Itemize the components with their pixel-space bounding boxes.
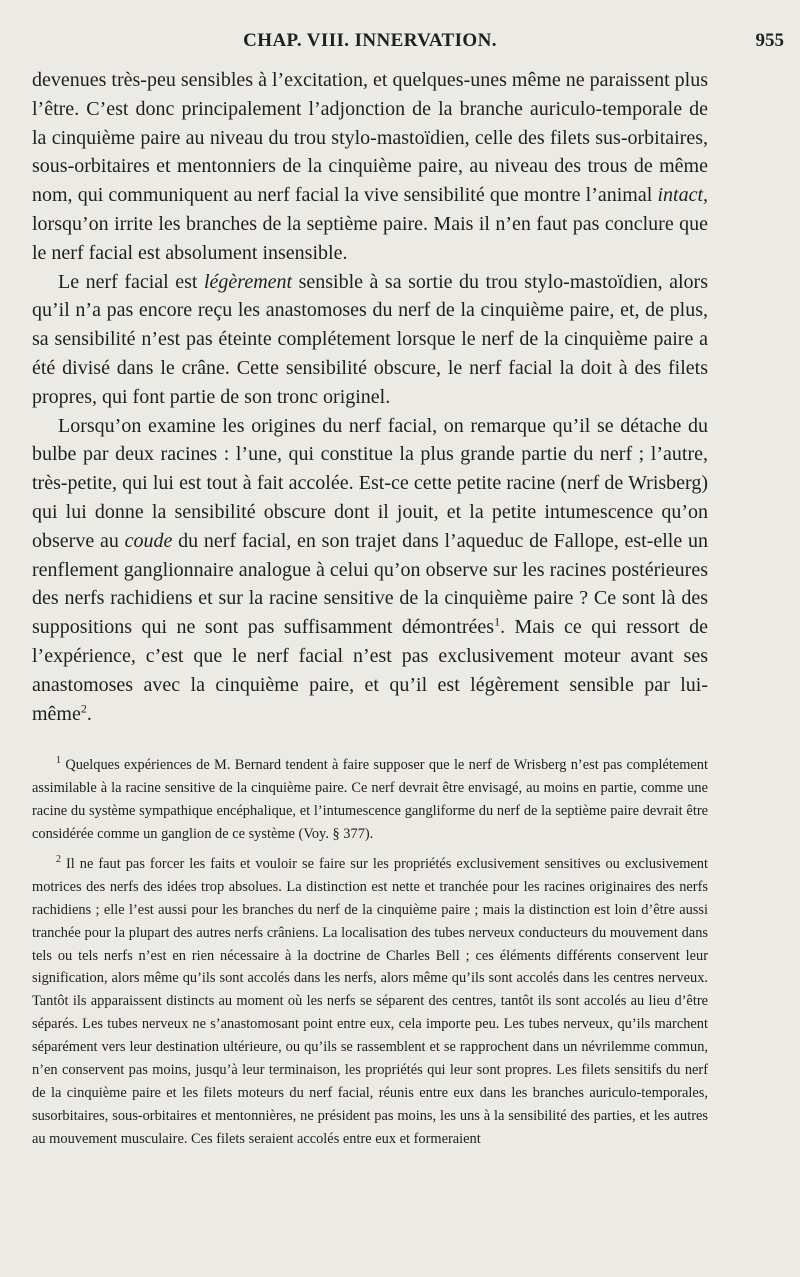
paragraph-3-before: Lorsqu’on examine les origines du nerf facial, on remarque qu’il se détache du bulbe par deux racines : l’une, qui constitue la plus grande partie du nerf ; l’autre, très-petite, qui lui est tout à fait accolée. Est-ce cette petite racine (nerf de Wrisberg) qui lui donne la sensibilité obscure dont il jouit, et la petite intumescence qu’on observe au [32,414,708,552]
paragraph-3-end: . [86,702,92,725]
paragraph-2 [32,268,708,412]
footnote-2 [32,853,708,1151]
paragraph-1 [32,66,708,268]
paragraph-1-after: lorsqu’on irrite les branches de la septième paire. Mais il n’en faut pas conclure que le nerf facial est absolument insensible. [32,212,708,264]
footnote-2-mark: 2 [56,854,61,866]
footnotes [32,754,708,1150]
footnote-1-text: Quelques expériences de M. Bernard tendent à faire supposer que le nerf de Wrisberg n’est pas complétement assimilable à la racine sensitive de la cinquième paire. Ce nerf devrait être envisagé, au moins en partie, comme une racine du système sympathique encéphalique, et l’intumescence gangliforme du nerf de la septième paire devrait être considérée comme un ganglion de ce système (Voy. § 377). [32,757,708,843]
footnote-1-mark: 1 [56,755,61,767]
footnote-1 [32,754,708,846]
paragraph-1-italic: intact, [657,184,708,207]
paragraph-1-text: devenues très-peu sensibles à l’excitation, et quelques-unes même ne paraissent plus l’être. C’est donc principalement l’adjonction de la branche auriculo-temporale de la cinquième paire au niveau du trou stylo-mastoïdien, celle des filets sus-orbitaires, sous-orbitaires et mentonniers de la cinquième paire, au niveau des trous de même nom, qui communiquent au nerf facial la vive sensibilité que montre l’animal [32,69,708,207]
footnote-2-text: Il ne faut pas forcer les faits et vouloir se faire sur les propriétés exclusivement sensitives ou exclusivement motrices des nerfs des idées trop absolues. La distinction est nette et tranchée pour les racines originaires des nerfs rachidiens ; elle l’est aussi pour les branches du nerf de la cinquième paire ; mais la distinction est loin d’être aussi tranchée pour la plupart des autres nerfs crâniens. La localisation des tubes nerveux conducteurs du mouvement dans tels ou tels nerfs n’est en rien nécessaire à la doctrine de Charles Bell ; ces éléments différents conservent leur signification, alors même qu’ils sont accolés dans les nerfs, alors même qu’ils sont accolés dans les centres nerveux. Tantôt ils apparaissent distincts au moment où les nerfs se séparent des centres, tantôt ils sont accolés au lieu d’être séparés. Les tubes nerveux ne s’anastomosant point entre eux, cela importe peu. Les tubes nerveux, qu’ils marchent séparément vers leur destination ultérieure, ou qu’ils se rassemblent et se rapprochent dans un névrilemme commun, n’en conservent pas moins, jusqu’à leur terminaison, les propriétés qui leur sont propres. Les filets sensitifs du nerf de la cinquième paire et les filets moteurs du nerf facial, réunis entre eux dans les branches auriculo-temporales, susorbitaires, sous-orbitaires et mentonnières, ne président pas moins, les uns à la sensibilité des parties, et les autres au mouvement musculaire. Ces filets seraient accolés entre eux et formeraient [32,855,708,1147]
running-head [32,30,784,60]
page-number: 955 [755,30,784,51]
paragraph-3-italic: coude [124,529,173,552]
paragraph-2-italic: légèrement [203,270,293,293]
paragraph-3-middle: du nerf facial, en son trajet dans l’aqueduc de Fallope, est-elle un renflement ganglionnaire analogue à celui qu’on observe sur les racines postérieures des nerfs rachidiens et sur la racine sensitive de la cinquième paire ? Ce sont là des suppositions qui ne sont pas suffisamment démontrées [32,529,709,639]
running-title: CHAP. VIII. INNERVATION. [243,30,497,51]
paragraph-3-after: . Mais ce qui ressort de l’expérience, c’est que le nerf facial n’est pas exclusivement moteur avant ses anastomoses avec la cinquième paire, et qu’il est légèrement sensible par lui-même [32,616,708,725]
footnote-ref-2[interactable]: 2 [80,700,87,715]
paragraph-2-before: Le nerf facial est [58,270,204,293]
paragraph-2-after: sensible à sa sortie du trou stylo-mastoïdien, alors qu’il n’a pas encore reçu les anastomoses du nerf de la cinquième paire, et, de plus, sa sensibilité n’est pas éteinte complétement lorsque le nerf de la cinquième paire a été divisé dans le crâne. Cette sensibilité obscure, le nerf facial la doit à des filets propres, qui font partie de son tronc originel. [32,270,708,408]
main-text [32,66,708,728]
footnote-ref-1[interactable]: 1 [494,614,501,629]
paragraph-3 [32,412,708,729]
